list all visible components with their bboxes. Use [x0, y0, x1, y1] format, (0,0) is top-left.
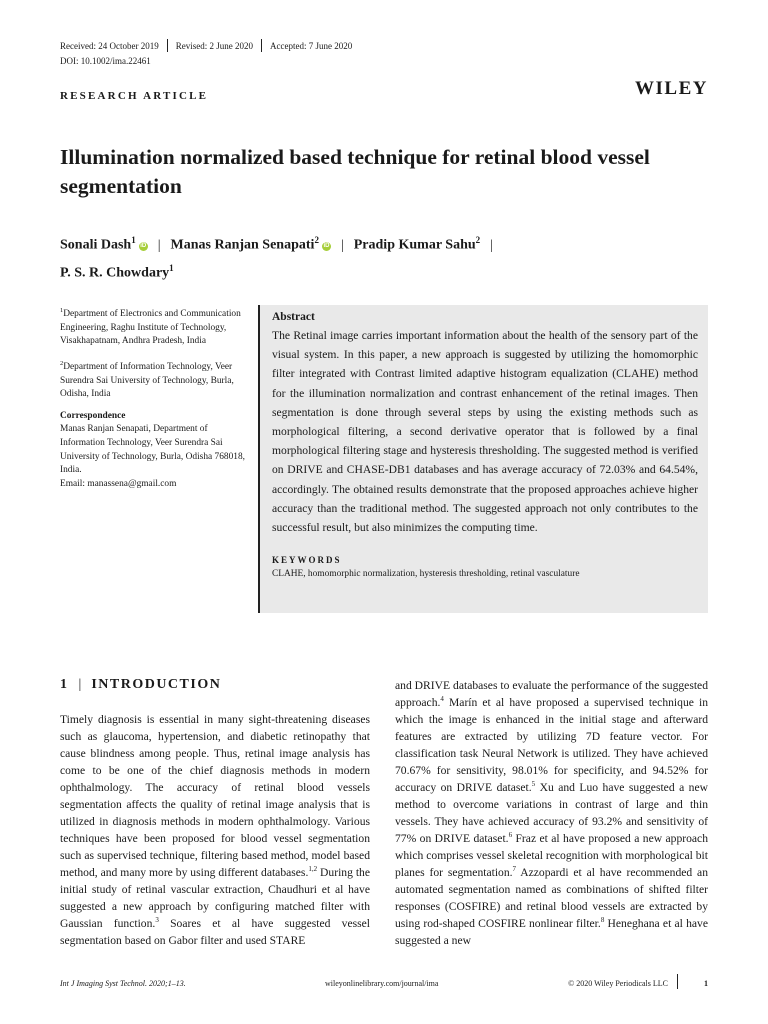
- divider: [167, 39, 168, 52]
- author-list: [60, 229, 710, 284]
- keywords-heading: KEYWORDS: [272, 555, 342, 566]
- article-dates: [60, 39, 352, 52]
- correspondence-email[interactable]: Email: manassena@gmail.com: [60, 478, 177, 489]
- author-separator: |: [157, 237, 161, 253]
- paragraph-text: Timely diagnosis is essential in many sight-threatening diseases such as glaucoma, hypertension, and diabetic retinopathy that cause blindness among people. Thus, retinal image analysis has come to be one of the chief diagnosis methods in modern ophthalmology. The accuracy of retinal blood vessels segmentation affects the quality of retinal image analysis that is utilized in diagnosis methods in modern ophthalmology. Various techniques have been proposed for blood vessel segmentation such as supervised technique, filtering based method, model based method, and many more by using different databases.: [60, 713, 370, 879]
- article-title: Illumination normalized based technique for retinal blood vessel segmentation: [60, 145, 650, 198]
- accepted-date: Accepted: 7 June 2020: [269, 40, 353, 51]
- section-title: INTRODUCTION: [91, 677, 222, 692]
- paragraph-text: Azzopardi et al have recommended an automated segmentation named as combinations of shifted filter responses (COSFIRE) and retinal blood vessels are extracted by using rod-shaped COSFIRE nonlinear filter.: [395, 866, 708, 930]
- citation-ref[interactable]: 6: [508, 831, 513, 840]
- citation-ref[interactable]: 4: [440, 695, 444, 704]
- author-affiliation-sup: 2: [314, 235, 319, 245]
- correspondence-heading: Correspondence: [60, 410, 126, 421]
- doi[interactable]: DOI: 10.1002/ima.22461: [60, 56, 151, 66]
- author-affiliation-sup: 1: [131, 235, 136, 245]
- citation-ref[interactable]: 3: [155, 916, 159, 925]
- affiliation-1: [60, 304, 250, 349]
- correspondence-text: Manas Ranjan Senapati, Department of Information Technology, Veer Surendra Sai University of Technology, Burla, Odisha 768018, India.: [60, 424, 245, 476]
- paragraph-text: Marín et al have proposed a supervised technique in which the image is enhanced in the initial stage and afterward features are extracted by utilizing 7D feature vector. For classification task Neural Network is utilized. They have achieved 70.67% for sensitivity, 98.01% for specificity, and 94.52% for accuracy on DRIVE dataset.: [395, 696, 708, 794]
- orcid-icon[interactable]: iD: [140, 242, 147, 249]
- affiliation-sup: 1: [60, 307, 64, 314]
- intro-column-right: [395, 677, 708, 949]
- copyright: © 2020 Wiley Periodicals LLC: [568, 979, 668, 988]
- paragraph-text: Xu and Luo have suggested a new method to overcome variations in contrast of large and thin vessels. They have achieved accuracy of 93.2% and sensitivity of 77% on DRIVE dataset.: [395, 781, 708, 845]
- citation-ref[interactable]: 7: [512, 865, 517, 874]
- page-number: 1: [704, 979, 708, 988]
- journal-citation: Int J Imaging Syst Technol. 2020;1–13.: [60, 979, 186, 988]
- affiliation-text: Department of Electronics and Communication Engineering, Raghu Institute of Technology, Visakhapatnam, Andhra Pradesh, India: [60, 309, 241, 347]
- paragraph-text: During the initial study of retinal vascular extraction, Chaudhuri et al have suggested a new approach by configuring matched filter with Gaussian function.: [60, 866, 370, 930]
- paragraph-text: and DRIVE databases to evaluate the performance of the suggested approach.: [395, 679, 708, 709]
- abstract-body: The Retinal image carries important information about the health of the sensory part of the visual system. In this paper, a new approach is suggested by utilizing the homomorphic filter integrated with Contrast limited adaptive histogram equalization (CLAHE) method for the illumination normalization and contrast enhancement of the retinal images. Then segmentation is done through several steps by using the existing methods such as morphological filtering, a second derivative operator that is followed by a final morphological filtering stage and hysteresis thresholding. The suggested method is verified on DRIVE and CHASE-DB1 databases and has average accuracy of 72.03% and 64.54%, accordingly. The obtained results demonstrate that the proposed approaches achieve higher accuracy than the traditional method. The suggested approach not only contributes to the successful result, but also minimizes the computing time.: [272, 329, 698, 535]
- author-separator: |: [340, 237, 344, 253]
- abstract-heading: Abstract: [272, 311, 315, 323]
- paragraph-text: Fraz et al have proposed a new approach which comprises vessel skeletal recognition with morphological bit planes for segmentation.: [395, 832, 708, 879]
- citation-ref[interactable]: 8: [600, 916, 605, 925]
- author-name[interactable]: P. S. R. Chowdary: [60, 265, 170, 281]
- citation-ref[interactable]: 1,2: [308, 865, 318, 874]
- affiliation-2: [60, 357, 250, 402]
- article-type: RESEARCH ARTICLE: [60, 90, 209, 102]
- publisher-logo: WILEY: [635, 78, 708, 99]
- section-heading: [60, 677, 221, 693]
- author-affiliation-sup: 1: [169, 262, 174, 273]
- journal-url[interactable]: wileyonlinelibrary.com/journal/ima: [325, 979, 439, 988]
- paragraph-text: Soares et al have suggested vessel segmentation based on Gabor filter and used STARE: [60, 917, 370, 947]
- intro-column-left: [60, 711, 370, 949]
- citation-ref[interactable]: 5: [531, 780, 536, 789]
- divider: |: [78, 677, 82, 692]
- revised-date: Revised: 2 June 2020: [175, 40, 253, 51]
- author-affiliation-sup: 2: [475, 235, 481, 245]
- author-separator: |: [490, 237, 493, 253]
- affiliation-text: Department of Information Technology, Veer Surendra Sai University of Technology, Burla, Odisha, India: [60, 362, 234, 400]
- affiliation-sup: 2: [60, 359, 64, 367]
- section-number: 1: [60, 677, 69, 692]
- paragraph-text: Heneghana et al have suggested a new: [395, 917, 708, 947]
- abstract-box: [258, 305, 708, 613]
- affiliations: [60, 304, 250, 491]
- divider: [261, 39, 262, 52]
- author-name[interactable]: Manas Ranjan Senapati: [170, 237, 315, 253]
- received-date: Received: 24 October 2019: [60, 40, 159, 51]
- author-name[interactable]: Pradip Kumar Sahu: [353, 237, 476, 253]
- divider: [677, 974, 678, 989]
- orcid-icon[interactable]: iD: [323, 242, 330, 249]
- keywords-list: CLAHE, homomorphic normalization, hysteresis thresholding, retinal vasculature: [272, 569, 580, 580]
- author-name[interactable]: Sonali Dash: [60, 237, 132, 253]
